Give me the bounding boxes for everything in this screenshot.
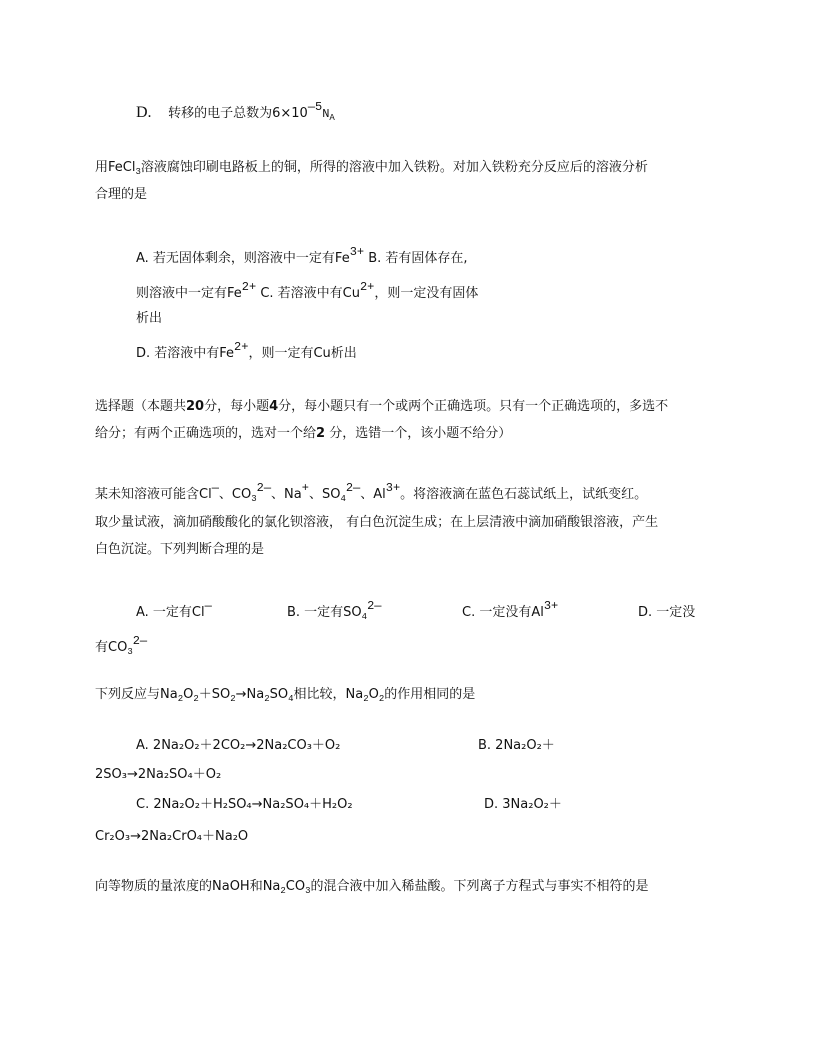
q2-sup-c: + bbox=[301, 481, 309, 495]
q3-sub-5: 4 bbox=[288, 694, 294, 704]
q2-text-e: 、Al bbox=[360, 487, 386, 502]
q3-text-e: SO bbox=[269, 687, 289, 702]
q2-text-a: 某未知溶液可能含Cl bbox=[95, 487, 212, 502]
q2-stem-line3: 白色沉淀。下列判断合理的是 bbox=[95, 542, 265, 557]
q3-sub-4: 2 bbox=[264, 694, 270, 704]
q4-stem bbox=[95, 878, 649, 896]
q1-option-b-sup: 2+ bbox=[241, 280, 257, 294]
q1-stem-line1 bbox=[95, 159, 648, 177]
q4-text-b: CO bbox=[285, 879, 306, 894]
q1-option-b-line2: 则溶液中一定有Fe bbox=[136, 286, 242, 301]
q4-sub-2: 3 bbox=[305, 886, 311, 896]
unit: N bbox=[322, 107, 330, 121]
q1-option-b: B. 若有固体存在, bbox=[368, 251, 468, 266]
q1-stem-b: 溶液腐蚀印刷电路板上的铜，所得的溶液中加入铁粉。对加入铁粉充分反应后的溶液分析 bbox=[140, 160, 648, 175]
unit-sub: A bbox=[329, 113, 335, 123]
q2-option-b-sub: 4 bbox=[361, 612, 368, 622]
exponent: —5 bbox=[307, 100, 323, 114]
q3-sub-1: 2 bbox=[177, 694, 184, 704]
section-points-total: 20 bbox=[186, 399, 205, 414]
q1-option-c: C. 若溶液中有Cu bbox=[260, 286, 360, 301]
section-text-e: 分，每小题只有一个或两个正确选项。只有一个正确选项的，多选不 bbox=[278, 399, 669, 414]
q3-sub-7: 2 bbox=[378, 694, 385, 704]
q4-text-c: 的混合液中加入稀盐酸。下列离子方程式与事实不相符的是 bbox=[310, 879, 649, 894]
q2-option-d-text: 有CO bbox=[95, 640, 128, 655]
q2-option-b bbox=[287, 599, 382, 622]
section-text-c: 分，每小题 bbox=[204, 399, 270, 414]
q1-option-c-tail: ，则一定没有固体 bbox=[374, 286, 479, 301]
q3-text-b: O bbox=[183, 687, 194, 702]
q3-option-b-line2: 2SO₃→2Na₂SO₄＋O₂ bbox=[95, 767, 222, 782]
q3-sub-6: 2 bbox=[363, 694, 369, 704]
q3-text-d: →Na bbox=[235, 687, 265, 702]
section-points-partial: 2 bbox=[316, 426, 326, 441]
q1-options-line2 bbox=[136, 280, 479, 303]
q2-sup-d: 2— bbox=[345, 481, 361, 495]
q2-option-c-sup: 3+ bbox=[543, 599, 559, 613]
q2-option-c-text: C. 一定没有Al bbox=[462, 605, 544, 620]
q2-stem-line2: 取少量试液，滴加硝酸酸化的氯化钡溶液， 有白色沉淀生成；在上层清液中滴加硝酸银溶液，产生 bbox=[95, 515, 659, 530]
q2-sup-a: — bbox=[211, 481, 219, 495]
q2-text-f: 。将溶液滴在蓝色石蕊试纸上，试纸变红。 bbox=[400, 487, 648, 502]
q3-option-b: B. 2Na₂O₂＋ bbox=[478, 738, 555, 753]
q2-stem-line1 bbox=[95, 481, 648, 504]
section-points-each: 4 bbox=[269, 399, 279, 414]
q2-option-a-text: A. 一定有Cl bbox=[136, 605, 205, 620]
q1-option-a-sup: 3+ bbox=[349, 245, 365, 259]
q3-text-h: 的作用相同的是 bbox=[384, 687, 476, 702]
q1-option-c-line2: 析出 bbox=[136, 311, 163, 326]
q2-sup-e: 3+ bbox=[385, 481, 401, 495]
q2-option-a-sup: — bbox=[204, 599, 212, 613]
option-letter: D. bbox=[136, 104, 152, 121]
option-text: 转移的电子总数为6×10 bbox=[168, 106, 308, 121]
q3-text-c: ＋SO bbox=[198, 687, 231, 702]
q1-option-a: A. 若无固体剩余，则溶液中一定有Fe bbox=[136, 251, 350, 266]
q2-sub-b: 3 bbox=[251, 494, 257, 504]
q1-option-d-sup: 2+ bbox=[234, 340, 249, 354]
q2-option-d-line2 bbox=[95, 634, 148, 657]
q3-sub-3: 2 bbox=[230, 694, 236, 704]
q1-options-line1 bbox=[136, 245, 468, 268]
q2-text-c: 、Na bbox=[271, 487, 302, 502]
q3-option-d-line2: Cr₂O₃→2Na₂CrO₄＋Na₂O bbox=[95, 829, 249, 844]
q2-sup-b: 2— bbox=[256, 481, 272, 495]
q3-text-g: O bbox=[368, 687, 379, 702]
q3-sub-2: 2 bbox=[193, 694, 199, 704]
q3-option-a: A. 2Na₂O₂＋2CO₂→2Na₂CO₃＋O₂ bbox=[136, 738, 341, 753]
q3-option-d: D. 3Na₂O₂＋ bbox=[484, 797, 562, 812]
q1-stem-sub: 3 bbox=[135, 167, 141, 177]
q2-option-d-sup: 2— bbox=[132, 634, 148, 648]
q2-text-d: 、SO bbox=[308, 487, 341, 502]
q2-option-d: D. 一定没 bbox=[638, 605, 696, 620]
q1-stem-line2: 合理的是 bbox=[95, 187, 148, 202]
q2-sub-d: 4 bbox=[340, 494, 346, 504]
q2-option-c bbox=[462, 599, 559, 622]
q1-options-line4 bbox=[136, 340, 357, 363]
q1-stem-a: 用FeCl bbox=[95, 160, 136, 175]
q4-text-a: 向等物质的量浓度的NaOH和Na bbox=[95, 879, 281, 894]
q4-sub-1: 2 bbox=[280, 886, 286, 896]
q3-text-f: 相比较，Na bbox=[293, 687, 364, 702]
q1-option-c-sup: 2+ bbox=[359, 280, 375, 294]
q1-option-d-tail: ，则一定有Cu析出 bbox=[248, 346, 357, 361]
q2-option-a bbox=[136, 599, 212, 622]
q2-option-b-sup: 2— bbox=[367, 599, 382, 613]
section-line1 bbox=[95, 398, 668, 416]
section-line2 bbox=[95, 425, 511, 443]
q1-option-d: D. 若溶液中有Fe bbox=[136, 346, 235, 361]
section-text-2a: 给分；有两个正确选项的，选对一个给 bbox=[95, 426, 317, 441]
q3-text-a: 下列反应与Na bbox=[95, 687, 178, 702]
q2-option-d-sub: 3 bbox=[127, 647, 133, 657]
q2-option-b-text: B. 一定有SO bbox=[287, 605, 362, 620]
q3-option-c: C. 2Na₂O₂＋H₂SO₄→Na₂SO₄＋H₂O₂ bbox=[136, 797, 353, 812]
section-text-a: 选择题（本题共 bbox=[95, 399, 187, 414]
q2-text-b: 、CO bbox=[218, 487, 252, 502]
prev-option-d bbox=[136, 100, 335, 123]
q3-stem bbox=[95, 686, 475, 704]
section-text-2c: 分，选错一个，该小题不给分） bbox=[325, 426, 512, 441]
